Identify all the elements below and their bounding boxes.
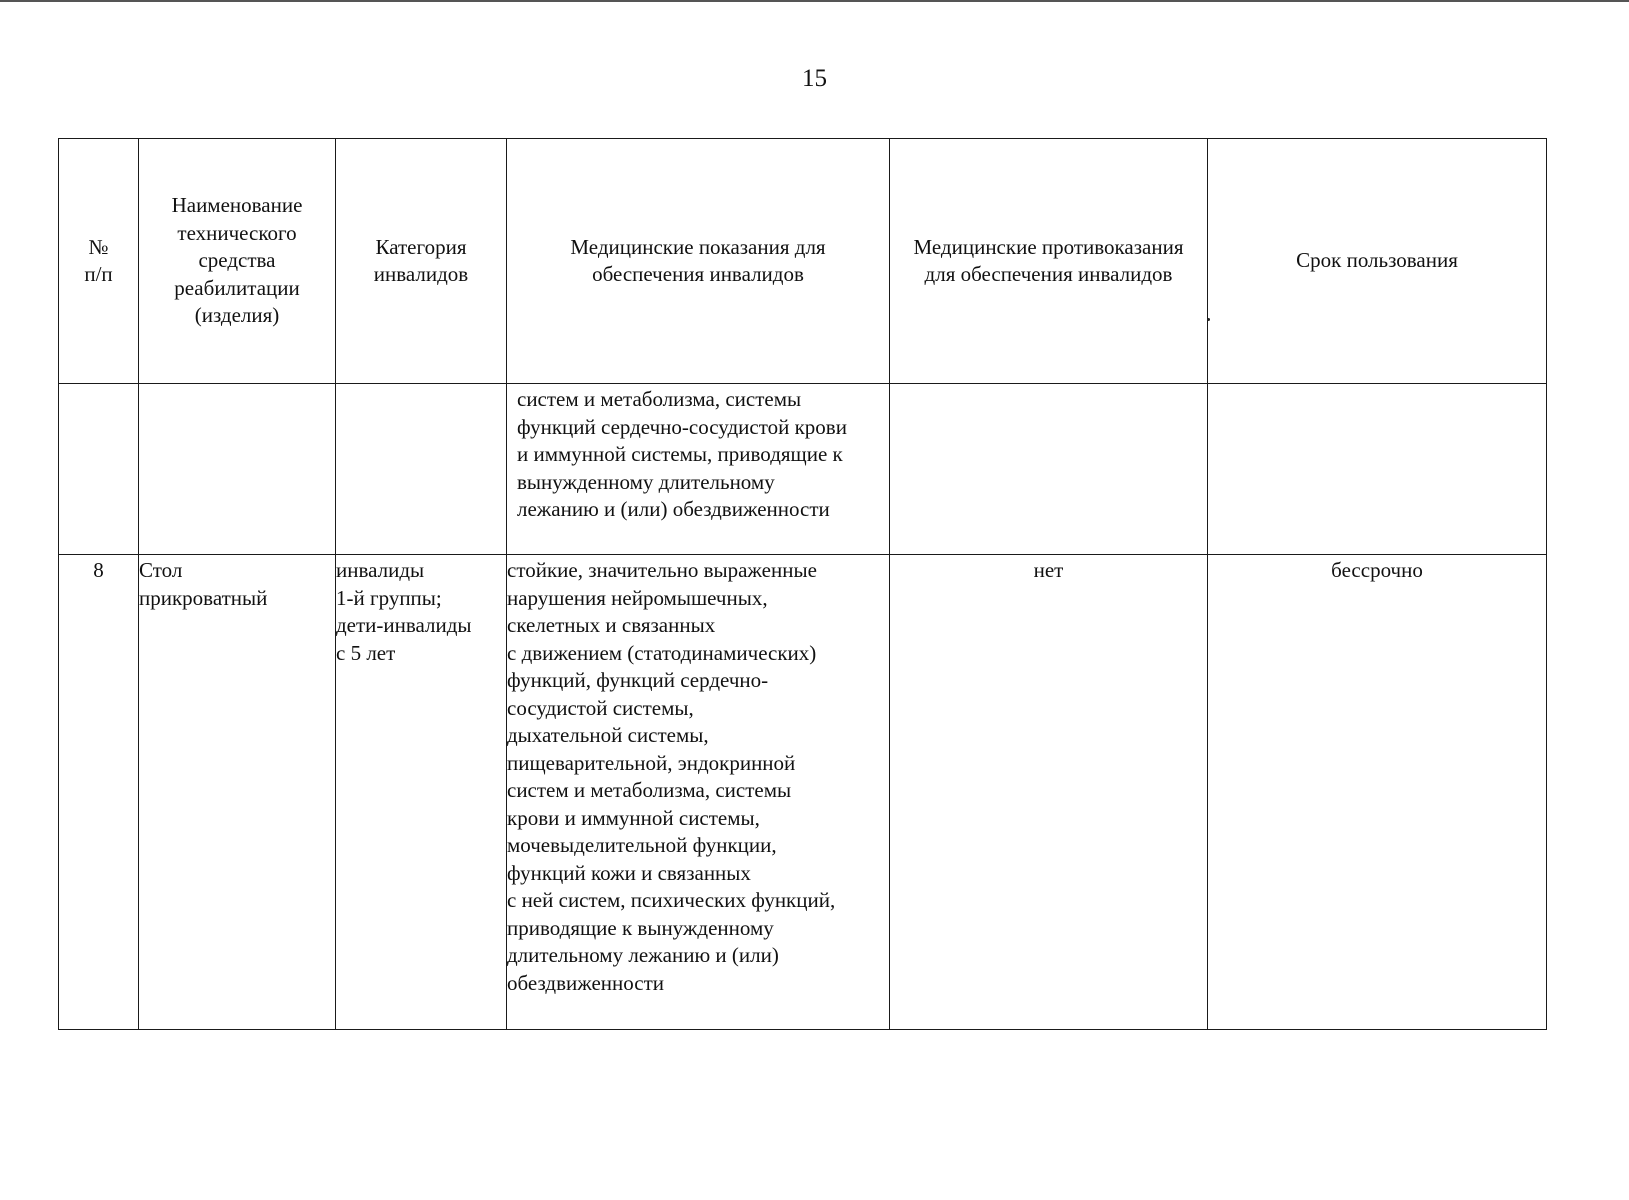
cell-indications-continued xyxy=(507,384,890,555)
text-line: и иммунной системы, приводящие к xyxy=(517,442,843,466)
text-line: с движением (статодинамических) xyxy=(507,640,817,665)
header-line: Срок пользования xyxy=(1296,248,1458,273)
text-line: систем и метаболизма, системы xyxy=(517,387,802,411)
cell-term: бессрочно xyxy=(1208,555,1547,1030)
header-line: № xyxy=(88,234,109,259)
text-line: дыхательной системы, xyxy=(507,723,709,747)
text-line: дети-инвалиды xyxy=(336,613,472,637)
header-line: п/п xyxy=(84,262,113,286)
cell-indications xyxy=(507,555,890,1030)
text-line: систем и метаболизма, системы xyxy=(507,778,792,802)
text-line: с ней систем, психических функций, xyxy=(507,888,836,912)
cell-name-empty xyxy=(139,384,336,555)
text-line: пищеварительной, эндокринной xyxy=(507,750,796,775)
header-name xyxy=(139,139,336,384)
header-num xyxy=(59,139,139,384)
text-line: инвалиды xyxy=(336,558,425,582)
cell-category xyxy=(336,555,507,1030)
text-line: функций, функций сердечно- xyxy=(507,668,769,692)
header-line: инвалидов xyxy=(373,262,469,286)
cell-contraindications: нет xyxy=(890,555,1208,1030)
header-line: обеспечения инвалидов xyxy=(592,262,804,286)
cell-name xyxy=(139,555,336,1030)
text-line: функций сердечно-сосудистой крови xyxy=(517,414,847,439)
text-line: мочевыделительной функции, xyxy=(507,833,777,857)
header-line: Медицинские показания для xyxy=(570,234,826,259)
header-line: реабилитации xyxy=(174,275,300,300)
text-line: длительному лежанию и (или) xyxy=(507,943,779,967)
header-line: для обеспечения инвалидов xyxy=(924,262,1173,286)
table-row-item-8 xyxy=(59,555,1547,1030)
text-line: прикроватный xyxy=(139,585,268,610)
top-border-rule xyxy=(0,0,1629,2)
page-number: 15 xyxy=(802,65,827,92)
rehabilitation-means-table xyxy=(58,138,1547,1030)
text-line: 1-й группы; xyxy=(336,585,442,610)
header-line: Категория xyxy=(375,234,467,259)
text-line: стойкие, значительно выраженные xyxy=(507,558,817,582)
header-line: средства xyxy=(198,248,276,273)
text-line: крови и иммунной системы, xyxy=(507,805,760,830)
header-line: Наименование xyxy=(171,193,303,218)
cell-num: 8 xyxy=(59,555,139,1030)
text-line: лежанию и (или) обездвиженности xyxy=(517,497,830,521)
cell-category-empty xyxy=(336,384,507,555)
header-line: (изделия) xyxy=(194,303,280,328)
header-term xyxy=(1208,139,1547,384)
header-line: Медицинские противоказания xyxy=(913,234,1184,259)
scan-speck-mark xyxy=(1207,318,1210,321)
cell-num-empty xyxy=(59,384,139,555)
table-header-row xyxy=(59,139,1547,384)
header-line: технического xyxy=(177,220,297,245)
text-line: с 5 лет xyxy=(336,640,396,665)
text-line: нарушения нейромышечных, xyxy=(507,585,768,610)
text-line: сосудистой системы, xyxy=(507,695,694,720)
header-category xyxy=(336,139,507,384)
text-line: скелетных и связанных xyxy=(507,613,716,637)
text-line: функций кожи и связанных xyxy=(507,860,751,885)
cell-contraindications-empty xyxy=(890,384,1208,555)
header-contraindications xyxy=(890,139,1208,384)
text-line: обездвиженности xyxy=(507,970,665,995)
text-line: вынужденному длительному xyxy=(517,469,775,494)
text-line: приводящие к вынужденному xyxy=(507,915,774,940)
header-indications xyxy=(507,139,890,384)
table-row-continuation xyxy=(59,384,1547,555)
cell-term-empty xyxy=(1208,384,1547,555)
text-line: Стол xyxy=(139,558,183,582)
